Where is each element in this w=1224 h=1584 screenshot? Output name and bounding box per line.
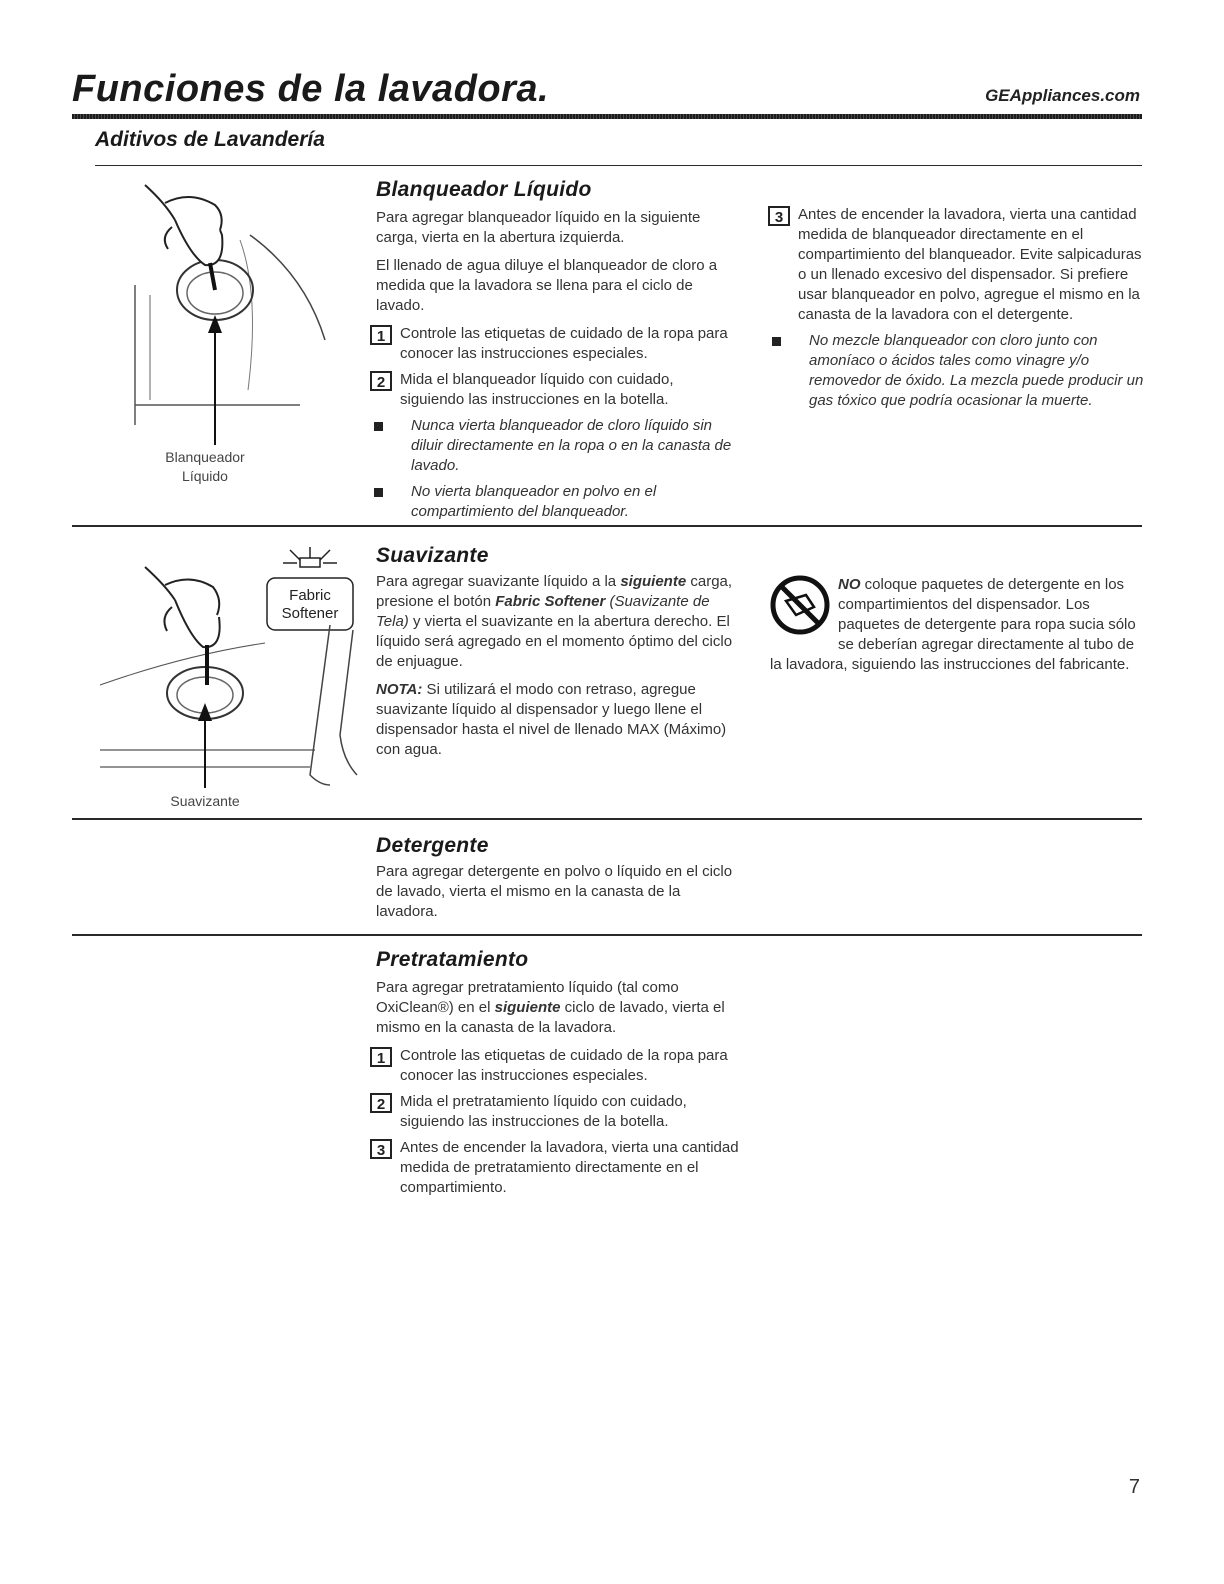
detergent-heading: Detergente (376, 834, 489, 857)
warning-bullet-icon (374, 488, 383, 497)
text-run: ciclo de lavado, vierta el mismo en la canasta de la lavadora. (376, 999, 725, 1036)
detergent-p1: Para agregar detergente en polvo o líquido en el ciclo de lavado, vierta el mismo en la canasta de la lavadora. (376, 863, 733, 920)
divider (72, 818, 1142, 820)
softener-note (376, 680, 740, 760)
pretreat-section (376, 948, 746, 1204)
bleach-step-3 (768, 205, 1144, 325)
text-run-emphasis: siguiente (494, 999, 561, 1016)
divider (72, 525, 1142, 527)
bleach-warning-3 (768, 331, 1144, 411)
text-run-emphasis: siguiente (620, 573, 687, 590)
site-url[interactable]: GEAppliances.com (985, 86, 1140, 105)
softener-illustration (95, 545, 370, 790)
step-number: 2 (370, 371, 392, 391)
section-subtitle: Aditivos de Lavandería (95, 128, 325, 151)
step-text: Antes de encender la lavadora, vierta una cantidad medida de pretratamiento directamente en el compartimiento. (400, 1139, 739, 1196)
text-run: carga, presione el botón (376, 573, 733, 610)
pod-warning (770, 575, 1142, 675)
step-number: 3 (370, 1139, 392, 1159)
warning-bullet-icon (772, 337, 781, 346)
step-text: Mida el blanqueador líquido con cuidado, siguiendo las instrucciones en la botella. (400, 371, 674, 408)
pretreat-step-2 (370, 1092, 746, 1132)
softener-p1 (376, 572, 740, 672)
title-rule (72, 114, 1142, 119)
fabric-softener-button-label-1: Fabric (289, 587, 331, 604)
divider (95, 165, 1142, 166)
step-text: Antes de encender la lavadora, vierta una cantidad medida de blanqueador directamente en el compartimiento del blanqueador. Evite salpicaduras o un llenado excesivo del dispensador. Si prefiere usar blanqueador en polvo, agregue el mismo en la canasta de la lavadora con el detergente. (798, 206, 1142, 323)
bleach-caption (150, 448, 260, 486)
bleach-heading: Blanqueador Líquido (376, 178, 592, 201)
step-text: Controle las etiquetas de cuidado de la ropa para conocer las instrucciones especiales. (400, 1047, 728, 1084)
bleach-column-right (768, 205, 1144, 417)
step-text: Controle las etiquetas de cuidado de la ropa para conocer las instrucciones especiales. (400, 325, 728, 362)
bleach-column-left (376, 178, 738, 528)
text-run: coloque paquetes de detergente en los compartimientos del dispensador. Los paquetes de detergente para ropa sucia sólo se deberían agregar directamente al tubo de la lavadora, siguiendo las instrucciones del fabricante. (770, 576, 1136, 673)
warning-text: Nunca vierta blanqueador de cloro líquido sin diluir directamente en la ropa o en la canasta de lavado. (411, 417, 732, 474)
pretreat-p1 (376, 978, 746, 1038)
bleach-illustration (130, 175, 330, 450)
divider (72, 934, 1142, 936)
pod-warning-label: NO (838, 576, 861, 593)
warning-text: No vierta blanqueador en polvo en el compartimiento del blanqueador. (411, 483, 657, 520)
note-text: Si utilizará el modo con retraso, agregue suavizante líquido al dispensador y luego llene el dispensador hasta el nivel de llenado MAX (Máximo) con agua. (376, 681, 727, 758)
text-run: y vierta el suavizante en la abertura derecho. El líquido será agregado en el momento óptimo del ciclo de enjuague. (376, 613, 733, 670)
bleach-step-2 (370, 370, 738, 410)
bleach-p2: El llenado de agua diluye el blanqueador de cloro a medida que la lavadora se llena para el ciclo de lavado. (376, 257, 718, 314)
bleach-warning-1 (370, 416, 738, 476)
fabric-softener-button-label-2: Softener (281, 605, 339, 622)
text-run-italic: (Suavizante de Tela) (376, 593, 710, 630)
bleach-caption-line1: Blanqueador (165, 449, 245, 465)
bleach-step-1 (370, 324, 738, 364)
bleach-caption-line2: Líquido (182, 468, 228, 484)
step-number: 1 (370, 1047, 392, 1067)
pretreat-heading: Pretratamiento (376, 948, 529, 971)
note-label: NOTA: (376, 681, 423, 698)
softener-caption: Suavizante (170, 793, 240, 809)
bleach-p1: Para agregar blanqueador líquido en la siguiente carga, vierta en la abertura izquierda. (376, 209, 701, 246)
page-title: Funciones de la lavadora. (72, 68, 550, 110)
page-number: 7 (1128, 1476, 1140, 1498)
softener-column-left (376, 544, 740, 768)
pretreat-step-1 (370, 1046, 746, 1086)
warning-bullet-icon (374, 422, 383, 431)
text-run: Para agregar suavizante líquido a la (376, 573, 621, 590)
softener-heading: Suavizante (376, 544, 489, 567)
detergent-section (376, 834, 746, 930)
text-run-emphasis: Fabric Softener (495, 593, 606, 610)
pretreat-step-3 (370, 1138, 746, 1198)
no-pods-icon (770, 575, 830, 635)
step-number: 1 (370, 325, 392, 345)
warning-text: No mezcle blanqueador con cloro junto con amoníaco o ácidos tales como vinagre y/o removedor de óxido. La mezcla puede producir un gas tóxico que podría ocasionar la muerte. (809, 332, 1144, 409)
step-number: 3 (768, 206, 790, 226)
bleach-warning-2 (370, 482, 738, 522)
step-number: 2 (370, 1093, 392, 1113)
text-run: Para agregar pretratamiento líquido (tal como OxiClean®) en el (376, 979, 679, 1016)
step-text: Mida el pretratamiento líquido con cuidado, siguiendo las instrucciones de la botella. (400, 1093, 687, 1130)
